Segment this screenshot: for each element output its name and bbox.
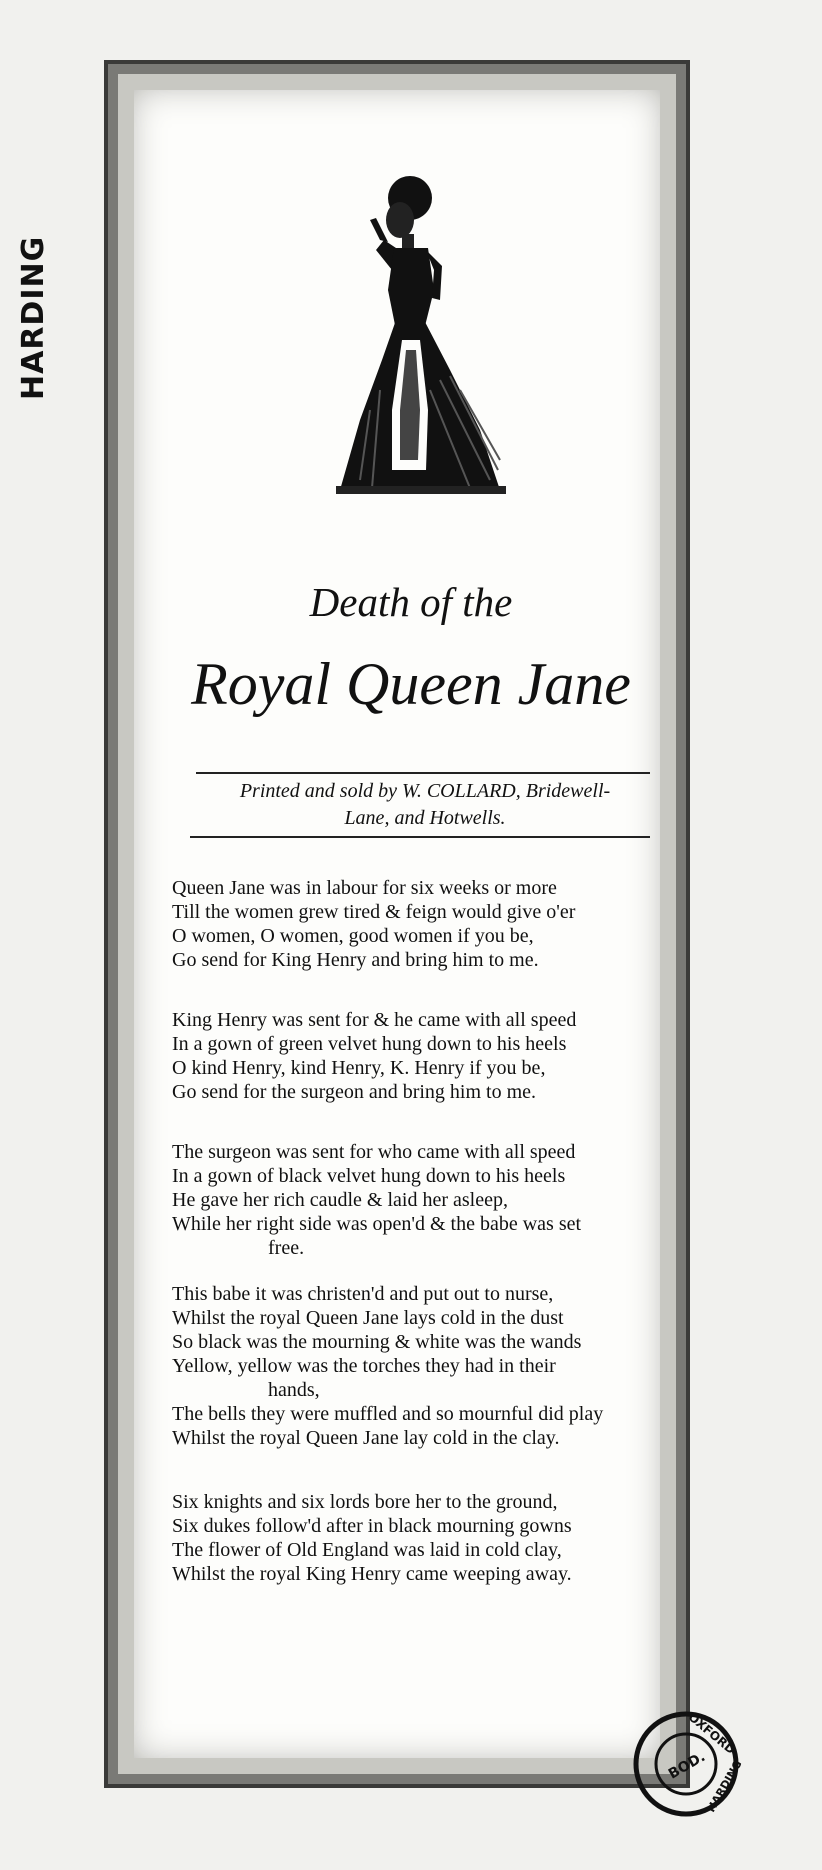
verse-line: The surgeon was sent for who came with all speed [172, 1141, 576, 1163]
verse-line: The bells they were muffled and so mournful did play [172, 1403, 604, 1425]
verse-line: Till the women grew tired & feign would give o'er [172, 901, 576, 923]
verse-line: Go send for King Henry and bring him to me. [172, 949, 539, 971]
svg-text:HARDING: HARDING [704, 1758, 745, 1815]
svg-text:BOD.: BOD. [665, 1748, 709, 1783]
queen-jane-woodcut [300, 170, 520, 510]
harding-side-label: HARDING [16, 235, 51, 400]
verse-line: Whilst the royal Queen Jane lay cold in the clay. [172, 1427, 560, 1449]
verse-line: O kind Henry, kind Henry, K. Henry if you be, [172, 1057, 546, 1079]
verse-line: Six knights and six lords bore her to the ground, [172, 1491, 558, 1513]
verse-line: O women, O women, good women if you be, [172, 925, 534, 947]
verse-line-continuation: hands, [268, 1379, 320, 1401]
verse-line: King Henry was sent for & he came with all speed [172, 1009, 577, 1031]
verse-line: While her right side was open'd & the babe was set [172, 1213, 582, 1235]
verse-line: This babe it was christen'd and put out to nurse, [172, 1283, 554, 1305]
imprint-rule-top [196, 772, 650, 774]
stanza-4 [172, 1282, 652, 1450]
library-stamp [632, 1709, 745, 1818]
imprint-rule-bottom [190, 836, 650, 838]
title-line-2: Royal Queen Jane [191, 651, 631, 717]
verse-line: In a gown of green velvet hung down to his heels [172, 1033, 567, 1055]
title-line-1: Death of the [309, 579, 513, 625]
stanza-2 [172, 1008, 652, 1104]
verse-line: Whilst the royal Queen Jane lays cold in the dust [172, 1307, 564, 1329]
imprint-line-2: Lane, and Hotwells. [344, 807, 506, 829]
verse-line: Yellow, yellow was the torches they had in their [172, 1355, 556, 1377]
verse-line: In a gown of black velvet hung down to his heels [172, 1165, 566, 1187]
verse-line: The flower of Old England was laid in cold clay, [172, 1539, 562, 1561]
verse-line: Whilst the royal King Henry came weeping away. [172, 1563, 572, 1585]
imprint [190, 778, 660, 832]
stanza-5 [172, 1490, 652, 1586]
verse-line: Queen Jane was in labour for six weeks or more [172, 877, 557, 899]
verse-line: Six dukes follow'd after in black mourning gowns [172, 1515, 572, 1537]
verse-line-continuation: free. [268, 1237, 305, 1259]
stanza-3 [172, 1140, 652, 1260]
stanza-1 [172, 876, 652, 972]
verse-line: Go send for the surgeon and bring him to me. [172, 1081, 537, 1103]
verse-line: So black was the mourning & white was the wands [172, 1331, 582, 1353]
verse-line: He gave her rich caudle & laid her asleep, [172, 1189, 508, 1211]
svg-text:OXFORD: OXFORD [685, 1709, 738, 1757]
imprint-line-1: Printed and sold by W. COLLARD, Bridewell- [239, 780, 611, 802]
